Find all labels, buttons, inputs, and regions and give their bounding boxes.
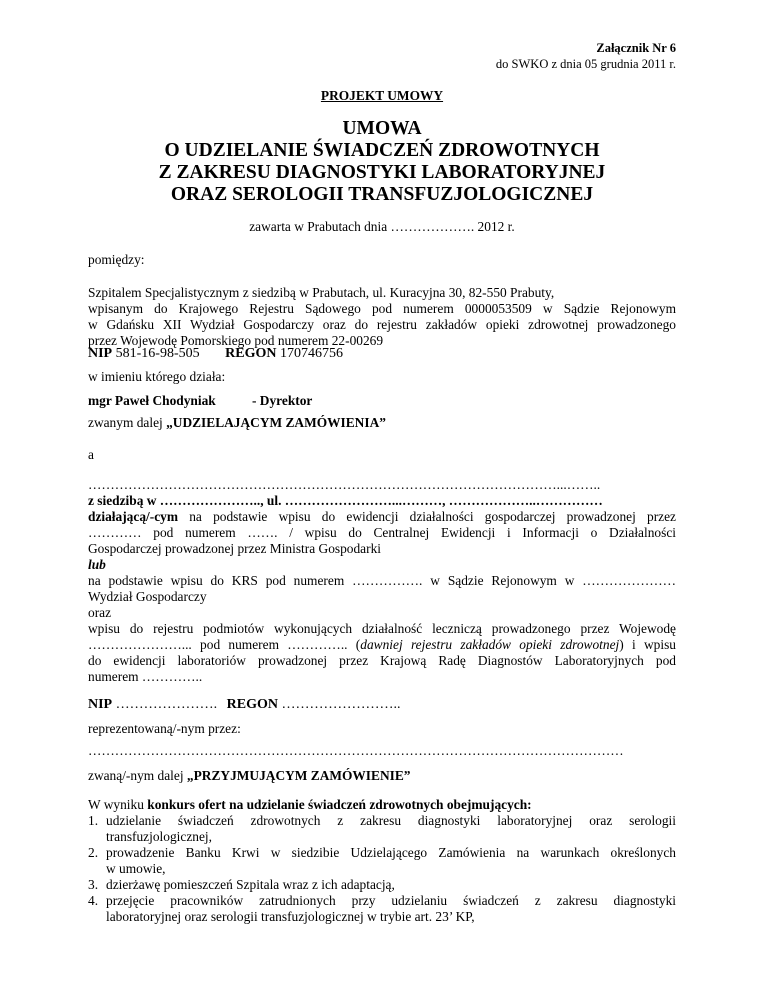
result-prefix: W wyniku	[88, 797, 144, 812]
and-label: a	[88, 447, 94, 462]
title-line: Z ZAKRESU DIAGNOSTYKI LABORATORYJNEJ	[158, 162, 606, 183]
acting-bold: działającą/-cym	[88, 509, 178, 524]
represented-label: reprezentowaną/-nym przez:	[88, 721, 241, 736]
party2-called	[88, 768, 410, 784]
project-label: PROJEKT UMOWY	[320, 88, 444, 103]
list-line: dzierżawę pomieszczeń Szpitala wraz z ich adaptacją,	[106, 877, 395, 892]
represented-dots: …………………………………………………………………………………………………………	[88, 743, 624, 758]
representative	[88, 393, 676, 409]
nip-label: NIP	[88, 346, 113, 361]
list-number: 2.	[88, 845, 99, 860]
attachment-label: Załącznik Nr 6	[596, 41, 676, 55]
list-number: 1.	[88, 813, 99, 828]
document-title	[88, 118, 676, 206]
called-prefix: zwanym dalej	[88, 415, 163, 430]
list-line: przejęcie pracowników zatrudnionych przy udzielaniu świadczeń z zakresu diagnostyki	[106, 893, 676, 908]
regon-value: 170746756	[279, 346, 343, 361]
reg-text: …………………... pod numerem ………….. (	[88, 637, 361, 652]
rep-role: - Dyrektor	[252, 393, 313, 408]
regon-value: ……………………..	[281, 697, 401, 712]
attachment-sub: do SWKO z dnia 05 grudnia 2011 r.	[495, 57, 676, 71]
party2-line: Wydział Gospodarczy	[88, 589, 207, 604]
nip-value: 581-16-98-505	[115, 346, 200, 361]
party2-line	[88, 637, 676, 653]
list-line: w umowie,	[106, 861, 166, 876]
nip-value: ………………….	[115, 697, 218, 712]
party2-line: na podstawie wpisu do KRS pod numerem ……………. w Sądzie Rejonowym w …………………	[88, 573, 676, 588]
party1-line: wpisanym do Krajowego Rejestru Sądowego pod numerem 0000053509 w Sądzie Rejonowym	[88, 301, 676, 316]
party2-line: do ewidencji laboratoriów prowadzonej przez Krajową Radę Diagnostów Laboratoryjnych pod	[88, 653, 676, 668]
called-name: „UDZIELAJĄCYM ZAMÓWIENIA”	[166, 415, 386, 430]
title-line: O UDZIELANIE ŚWIADCZEŃ ZDROWOTNYCH	[164, 140, 600, 161]
title-line: ORAZ SEROLOGII TRANSFUZJOLOGICZNEJ	[170, 184, 594, 205]
party1-line: przez Wojewodę Pomorskiego pod numerem 22-00269	[88, 333, 384, 348]
party2-seat: z siedzibą w ………………….., ul. ……………………...………, ………………..……………	[88, 493, 603, 508]
party2-line: ………… pod numerem ……. / wpisu do Centralnej Ewidencji i Informacji o Działalności	[88, 525, 676, 540]
called-name: „PRZYJMUJĄCYM ZAMÓWIENIE”	[186, 768, 411, 783]
concluded-line: zawarta w Prabutach dnia ………………. 2012 r.	[249, 219, 515, 234]
party1-block	[88, 285, 676, 349]
list-number: 4.	[88, 893, 99, 908]
party2-dots: ……………………………………………………………………………………………...……..	[88, 477, 601, 492]
title-line: UMOWA	[342, 118, 422, 139]
party1-ids	[88, 346, 676, 362]
result-bold: konkurs ofert na udzielanie świadczeń zdrowotnych obejmujących:	[147, 797, 532, 812]
party2-ids	[88, 697, 676, 713]
called-prefix: zwaną/-nym dalej	[88, 768, 184, 783]
list-number: 3.	[88, 877, 99, 892]
list-item	[88, 893, 676, 925]
result-intro	[88, 797, 676, 813]
between-label: pomiędzy:	[88, 252, 145, 267]
nip-label: NIP	[88, 697, 113, 712]
list-line: udzielanie świadczeń zdrowotnych z zakresu diagnostyki laboratoryjnej oraz serologii	[106, 813, 676, 828]
regon-label: REGON	[226, 697, 278, 712]
list-line: prowadzenie Banku Krwi w siedzibie Udzielającego Zamówienia na warunkach określonych	[106, 845, 676, 860]
and-also-label: oraz	[88, 605, 112, 620]
party2-block	[88, 477, 676, 685]
list-item	[88, 845, 676, 877]
party2-line: numerem …………..	[88, 669, 203, 684]
result-block	[88, 797, 676, 925]
reg-italic: dawniej rejestru zakładów opieki zdrowotnej	[360, 637, 620, 652]
on-behalf-label: w imieniu którego działa:	[88, 369, 226, 384]
scope-list	[88, 813, 676, 925]
list-item	[88, 813, 676, 845]
party1-line: Szpitalem Specjalistycznym z siedzibą w Prabutach, ul. Kuracyjna 30, 82-550 Prabuty,	[88, 285, 555, 300]
party2-line: wpisu do rejestru podmiotów wykonujących działalność leczniczą prowadzonego przez Wojewodę	[88, 621, 676, 636]
rep-name: mgr Paweł Chodyniak	[88, 393, 216, 408]
party2-line: Gospodarczej prowadzonej przez Ministra Gospodarki	[88, 541, 382, 556]
or-label: lub	[88, 557, 106, 572]
list-line: transfuzjologicznej,	[106, 829, 212, 844]
regon-label: REGON	[225, 346, 277, 361]
list-item	[88, 877, 676, 893]
party1-line: w Gdańsku XII Wydział Gospodarczy oraz do rejestru zakładów opieki zdrowotnej prowadzonego	[88, 317, 676, 332]
acting-text: na podstawie wpisu do ewidencji działalności gospodarczej prowadzonej przez	[189, 509, 676, 524]
party2-acting	[88, 509, 676, 525]
reg-text: ) i wpisu	[619, 637, 676, 652]
party1-called	[88, 415, 386, 431]
list-line: laboratoryjnej oraz serologii transfuzjologicznej w trybie art. 23’ KP,	[106, 909, 475, 924]
